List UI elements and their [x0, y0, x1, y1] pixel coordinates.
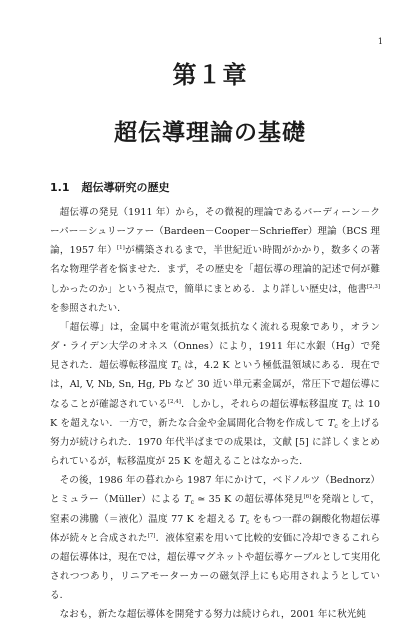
math-variable: T — [327, 417, 335, 429]
math-variable: T — [239, 513, 246, 525]
paragraph — [50, 471, 380, 605]
text-run: ．しかし，それらの超伝導転移温度 — [180, 398, 342, 410]
section-title: 超伝導研究の歴史 — [81, 181, 170, 194]
math-variable: T — [171, 360, 178, 372]
paragraph — [50, 203, 380, 318]
subscript: c — [334, 422, 338, 430]
text-run: を参照されたい． — [50, 302, 127, 314]
text-run: ．液体窒素を用いて比較的安価に冷却できるこれらの超伝導体は，現在では，超伝導マグネットや超伝導ケーブルとして実用化されつつあり，リニアモーターカーの磁気浮上にも応用されようとしている． — [50, 532, 381, 602]
chapter-title: 超伝導理論の基礎 — [114, 120, 306, 146]
text-run: が構築されるまで，半世紀近い時間がかかり，数多くの著名な物理学者を悩ませた．まず，その歴史を「超伝導の理論的記述で何が難しかったのか」という視点で，簡単にまとめる．より詳しい歴史は，他書 — [50, 245, 381, 295]
text-run: を発端として，窒素の沸騰（＝液化）温度 77 K を超える — [50, 494, 380, 525]
section-number: 1.1 — [50, 181, 70, 194]
subscript: c — [177, 365, 181, 373]
page-number: 1 — [377, 37, 383, 46]
subscript: c — [348, 403, 352, 411]
text-run: その後，1986 年の暮れから 1987 年にかけて，ベドノルツ（Bednorz）とミュラー（Müller）による — [50, 475, 380, 506]
text-run: ≃ 35 K の超伝導体発見 — [193, 494, 304, 506]
text-run: 超伝導の発見（1911 年）から，その微視的理論であるバーディーン－クーパー－シュリーファー（Bardeen－Cooper－Schrieffer）理論（BCS 理論，1957 年） — [50, 207, 380, 257]
paragraph — [50, 605, 380, 624]
text-run: なおも，新たな超伝導体を開発する努力は続けられ，2001 年に秋光純 — [59, 609, 366, 621]
text-run: は，4.2 K という極低温領域にある．現在では，Al, V, Nb, Sn, Hg, Pb など 30 近い単元素金属が，常圧下で超伝導になることが確認されている — [50, 360, 380, 410]
math-variable: T — [341, 398, 349, 410]
subscript: c — [245, 518, 250, 526]
text-run: をもつ一群の銅酸化物超伝導体が続々と合成された — [50, 513, 380, 544]
citation-ref: [7] — [147, 532, 156, 539]
section-heading — [50, 181, 380, 195]
citation-ref: [2,3] — [366, 283, 380, 290]
text-run: は 10 K を超えない．一方で，新たな合金や金属間化合物を作成して — [50, 398, 380, 429]
body-text — [50, 203, 380, 624]
text-run: 「超伝導」は，金属中を電流が電気抵抗なく流れる現象であり，オランダ・ライデン大学のオネス（Onnes）により，1911 年に水銀（Hg）で発見された．超伝導転移温度 — [50, 321, 380, 372]
citation-ref: [6] — [303, 494, 312, 501]
text-run: を上げる努力が続けられた．1970 年代半ばまでの成果は，文献 [5] に詳しくまとめられているが，転移温度が 25 K を超えることはなかった． — [50, 417, 380, 468]
citation-ref: [1] — [117, 245, 125, 252]
citation-ref: [2,4] — [167, 398, 181, 405]
paragraph — [50, 318, 380, 471]
subscript: c — [190, 499, 194, 507]
chapter-label: 第１章 — [172, 61, 248, 89]
math-variable: T — [184, 494, 191, 506]
